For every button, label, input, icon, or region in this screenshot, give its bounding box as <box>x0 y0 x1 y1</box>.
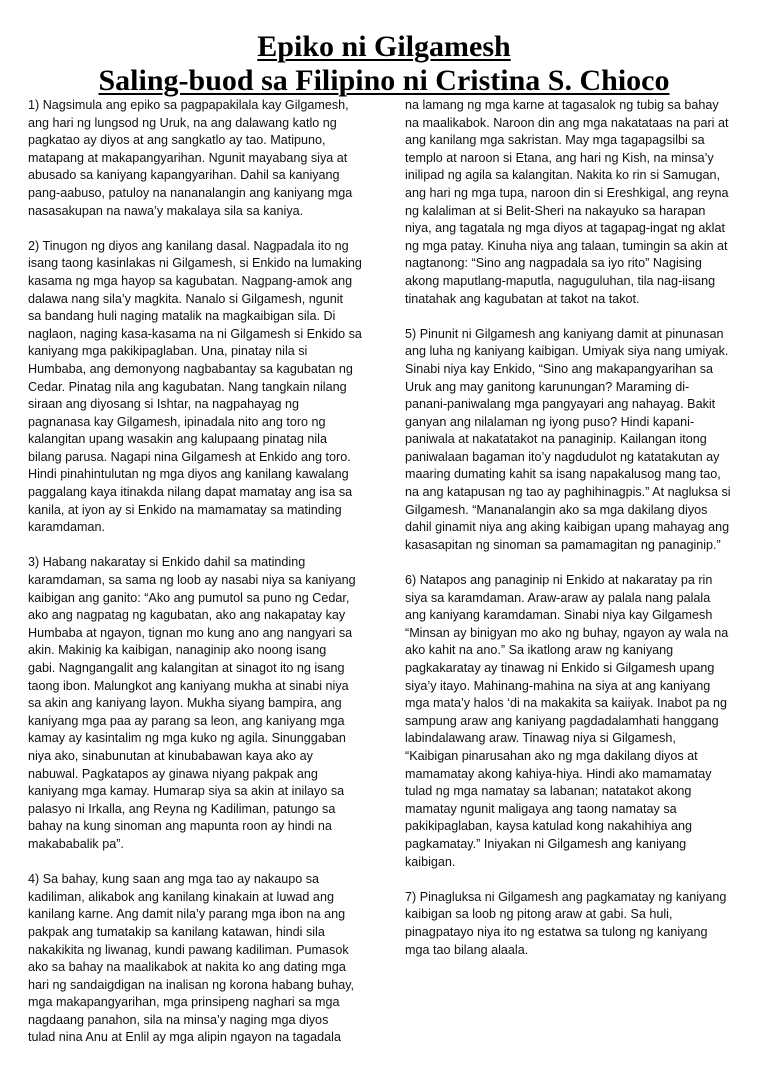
text-line: palasyo ni Irkalla, ang Reyna ng Kadiliman, patungo sa <box>28 801 336 816</box>
text-line: kadiliman, alikabok ang kanilang kinakain at luwad ang <box>28 889 334 904</box>
text-line: pagnanasa kay Gilgamesh, ipinadala nito ang toro ng <box>28 414 326 429</box>
text-line: kaniyang mga kamay. Humarap siya sa akin at inilayo sa <box>28 784 345 799</box>
text-line: “Minsan ay binigyan mo ako ng buhay, ngayon ay wala na <box>405 625 729 640</box>
text-line: kaibigan. <box>405 854 456 869</box>
text-line: siya sa karamdaman. Araw-araw ay palala nang palala <box>405 590 711 605</box>
paragraph <box>405 97 747 308</box>
text-line: mga tao bilang alaala. <box>405 942 529 957</box>
text-line: pakikipaglaban, kaysa katulad kong nakahihiya ang <box>405 819 693 834</box>
paragraph <box>28 97 378 220</box>
text-line: kasasapitan ng sinoman sa pamamagitan ng panaginip.” <box>405 537 721 552</box>
text-line: siraan ang diyosang si Ishtar, na nagpahayag ng <box>28 397 299 412</box>
text-line: mga makapangyarihan, mga prinsipeng naghari sa mga <box>28 995 340 1010</box>
text-line: templo at naroon si Etana, ang hari ng Kish, na minsa’y <box>405 150 714 165</box>
text-line: ng kalaliman at si Belit-Sheri na nakayuko sa harapan <box>405 203 706 218</box>
text-line: ang hari ng mga tupa, naroon din si Ereshkigal, ang reyna <box>405 185 729 200</box>
paragraph <box>405 326 747 555</box>
text-line: ang kaniyang karamdaman. Sinabi niya kay Gilgamesh <box>405 608 713 623</box>
text-line: sa bandang huli naging matalik na magkaibigan sila. Di <box>28 309 336 324</box>
text-line: Gilgamesh. “Mananalangin ako sa mga dakilang diyos <box>405 502 708 517</box>
text-line: karamdaman, sa sama ng loob ay nasabi niya sa kaniyang <box>28 573 356 588</box>
text-line: mga mata’y halos ‘di na makakita sa kaiiyak. Inabot pa ng <box>405 696 728 711</box>
page-subtitle: Saling-buod sa Filipino ni Cristina S. Chioco <box>98 64 670 97</box>
text-line: kaniyang mga paa ay parang sa leon, ang kaniyang mga <box>28 713 345 728</box>
text-line: mamatay ngunit maligaya ang taong namatay sa <box>405 801 677 816</box>
text-line: kaibigan ang ganito: “Ako ang pumutol sa puno ng Cedar, <box>28 590 350 605</box>
page-title: Epiko ni Gilgamesh <box>257 30 511 63</box>
text-line: pinagpatayo niya ito ng estatwa sa tulong ng kaniyang <box>405 924 708 939</box>
text-line: tulad ng mga namatay sa labanan; natatakot akong <box>405 784 692 799</box>
text-line: ganyan ang nilalaman ng iyong puso? Hindi kapani- <box>405 414 695 429</box>
text-line: kasama ng mga hayop sa kagubatan. Nagpang-amok ang <box>28 273 353 288</box>
paragraph <box>28 871 378 1047</box>
text-line: kaniyang mga pakikipaglaban. Una, pinatay nila si <box>28 344 308 359</box>
text-line: gabi. Nagngangalit ang kalangitan at sinagot ito ng isang <box>28 661 345 675</box>
text-line: kaibigan sa loob ng pitong araw at gabi. Sa huli, <box>405 907 673 922</box>
left-text-column <box>28 97 378 1065</box>
text-line: pang-aabuso, patuloy na nananalangin ang kaniyang mga <box>28 185 353 200</box>
text-line: matapang at makapangyarihan. Ngunit mayabang siya at <box>28 150 348 165</box>
paragraph <box>28 554 378 853</box>
text-line: 6) Natapos ang panaginip ni Enkido at nakaratay pa rin <box>405 573 713 588</box>
text-line: “Kaibigan pinarusahan ako ng mga dakilang diyos at <box>405 748 698 763</box>
text-line: niya ako, sinabunutan at kinubabawan kaya ako ay <box>28 748 313 763</box>
text-line: ang luha ng kaniyang kaibigan. Umiyak siya nang umiyak. <box>405 344 729 359</box>
text-line: Humbaba at ngayon, tignan mo kung ano ang nangyari sa <box>28 625 353 640</box>
text-line: kamay ay kasintalim ng mga kuko ng agila. Sinunggaban <box>28 731 346 746</box>
text-line: inilipad ng agila sa kalangitan. Nakita ko rin si Samugan, <box>405 168 721 183</box>
text-line: 1) Nagsimula ang epiko sa pagpapakilala kay Gilgamesh, <box>28 98 349 112</box>
text-line: 7) Pinagluksa ni Gilgamesh ang pagkamatay ng kaniyang <box>405 889 727 904</box>
text-line: Uruk ang may ganitong karunungan? Maraming di- <box>405 379 690 394</box>
text-line: isang taong kasinlakas ni Gilgamesh, si Enkido na lumaking <box>28 256 362 271</box>
text-line: pagkakaratay ay tinawag ni Enkido si Gilgamesh upang <box>405 661 715 675</box>
text-line: sampung araw ang kaniyang pagdadalamhati hanggang <box>405 713 719 728</box>
text-line: nabuwal. Pagkatapos ay ginawa niyang pakpak ang <box>28 766 318 781</box>
text-line: kanilang karne. Ang damit nila’y parang mga ibon na ang <box>28 907 346 922</box>
text-line: pakpak ang tumatakip sa kanilang katawan, hindi sila <box>28 924 325 939</box>
text-line: na ang katapusan ng tao ay paghihinagpis.” At nagluksa si <box>405 485 731 500</box>
text-line: maaring dumating kahit sa isang napakalusog mang tao, <box>405 467 721 482</box>
text-line: Cedar. Pinatag nila ang kagubatan. Nang tangkain nilang <box>28 379 347 394</box>
text-line: abusado sa kaniyang kapangyarihan. Dahil sa kaniyang <box>28 168 340 183</box>
text-line: nagtanong: “Sino ang nagpadala sa iyo rito” Nagising <box>405 256 702 271</box>
text-line: ako kahit na ano.” Sa ikatlong araw ng kaniyang <box>405 643 674 658</box>
text-line: kanila, at iyon ay si Enkido na mamamatay sa matinding <box>28 502 342 517</box>
paragraph <box>405 572 747 871</box>
text-line: nagdaang panahon, sila na minsa’y naging mga diyos <box>28 1012 329 1027</box>
right-text-column <box>405 97 747 977</box>
text-line: kalangitan upang wasakin ang kalupaang pinatag nila <box>28 432 327 447</box>
text-line: pagkamatay.” Iniyakan ni Gilgamesh ang kaniyang <box>405 836 687 851</box>
text-line: Hindi pinahintulutan ng mga diyos ang kanilang kawalang <box>28 467 349 482</box>
text-line: sa akin ang kaniyang layon. Mukha siyang bampira, ang <box>28 696 342 711</box>
text-line: ako ang nagpatag ng kagubatan, ako ang nakapatay kay <box>28 608 346 623</box>
text-line: Sinabi niya kay Enkido, “Sino ang makapangyarihan sa <box>405 361 714 376</box>
text-line: labindalawang araw. Tinawag niya si Gilgamesh, <box>405 731 676 746</box>
text-line: taong ibon. Malungkot ang kaniyang mukha at sinabi niya <box>28 678 349 693</box>
text-line: karamdaman. <box>28 520 105 535</box>
text-line: niya, ang tagatala ng mga diyos at tagapag-ingat ng aklat <box>405 221 725 236</box>
text-line: dalawa nang sila’y magkita. Nanalo si Gilgamesh, ngunit <box>28 291 344 306</box>
text-line: dahil ginamit niya ang aking kaibigan upang mahayag ang <box>405 520 730 535</box>
text-line: na lamang ng mga karne at tagasalok ng tubig sa bahay <box>405 98 719 112</box>
text-line: nasasakupan na nawa’y makalaya sila sa kaniya. <box>28 203 304 218</box>
text-line: paniwalaan bagaman ito’y nagdudulot ng katatakutan ay <box>405 449 720 464</box>
text-line: ang kanilang mga sakristan. May mga tagapagsilbi sa <box>405 133 705 148</box>
text-line: makababalik pa”. <box>28 836 124 851</box>
text-line: panani-paniwalang mga pangyayari ang nahayag. Bakit <box>405 397 716 412</box>
text-line: ang hari ng lungsod ng Uruk, na ang dalawang katlo ng <box>28 115 337 130</box>
text-line: pagkatao ay diyos at ang sangkatlo ay tao. Matipuno, <box>28 133 326 148</box>
text-line: 4) Sa bahay, kung saan ang mga tao ay nakaupo sa <box>28 872 320 887</box>
text-line: tulad nina Anu at Enlil ay mga alipin ngayon na tagadala <box>28 1030 341 1045</box>
text-line: 2) Tinugon ng diyos ang kanilang dasal. Nagpadala ito ng <box>28 238 349 253</box>
text-line: akong maputlang-maputla, naguguluhan, tila nag-iisang <box>405 273 716 288</box>
text-line: hari ng sandaigdigan na inalisan ng korona habang buhay, <box>28 977 355 992</box>
text-line: 5) Pinunit ni Gilgamesh ang kaniyang damit at pinunasan <box>405 326 724 341</box>
text-line: Humbaba, ang demonyong nagbabantay sa kagubatan ng <box>28 361 353 376</box>
text-line: naglaon, naging kasa-kasama na ni Gilgamesh si Enkido sa <box>28 326 362 341</box>
text-line: siya’y itayo. Mahinang-mahina na siya at ang kaniyang <box>405 678 711 693</box>
text-line: na maalikabok. Naroon din ang mga nakatataas na pari at <box>405 115 729 130</box>
text-line: tinatahak ang kagubatan at takot na takot. <box>405 291 640 306</box>
text-line: akin. Makinig ka kaibigan, nanaginip ako noong isang <box>28 643 327 658</box>
text-line: 3) Habang nakaratay si Enkido dahil sa matinding <box>28 555 306 570</box>
text-line: ng mga patay. Kinuha niya ang talaan, tumingin sa akin at <box>405 238 728 253</box>
text-line: bilang parusa. Nagapi nina Gilgamesh at Enkido ang toro. <box>28 449 351 464</box>
text-line: ako sa bahay na maalikabok at nakita ko ang dating mga <box>28 960 346 975</box>
text-line: paniwala at nakatatakot na panaginip. Kailangan itong <box>405 432 707 447</box>
text-line: nakakikita ng liwanag, kundi pawang kadiliman. Pumasok <box>28 942 349 957</box>
text-line: mamamatay akong kahiya-hiya. Hindi ako mamamatay <box>405 766 712 781</box>
paragraph <box>405 889 747 959</box>
text-line: bahay na kung sinoman ang mapunta roon ay hindi na <box>28 819 332 834</box>
paragraph <box>28 238 378 537</box>
text-line: paggalang kaya itinakda nilang dapat mamatay ang isa sa <box>28 485 353 500</box>
